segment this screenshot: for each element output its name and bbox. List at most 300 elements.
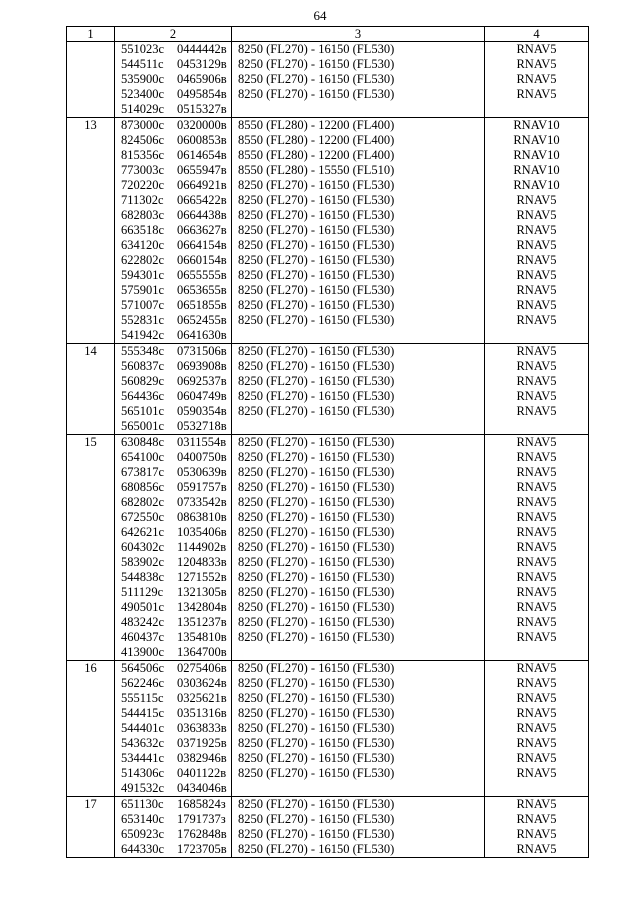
waypoint-latitude: 654100c xyxy=(121,450,165,464)
nav-spec: RNAV5 xyxy=(516,766,557,780)
waypoint-latitude: 651130c xyxy=(121,797,164,811)
nav-spec: RNAV5 xyxy=(516,797,557,811)
altitude-range: 8250 (FL270) - 16150 (FL530) xyxy=(238,615,395,629)
waypoint-longitude: 0655947в xyxy=(177,163,227,177)
waypoint-longitude: 0665422в xyxy=(177,193,227,207)
altitude-range: 8250 (FL270) - 16150 (FL530) xyxy=(238,525,395,539)
waypoint-longitude: 0320000в xyxy=(177,118,227,132)
waypoint-line xyxy=(115,359,231,374)
route-number-cell xyxy=(67,797,115,858)
waypoint-latitude: 491532c xyxy=(121,781,165,795)
altitude-range: 8250 (FL270) - 16150 (FL530) xyxy=(238,435,395,449)
waypoint-longitude: 0351316в xyxy=(177,706,227,720)
table-row xyxy=(67,42,589,118)
altitude-range: 8250 (FL270) - 16150 (FL530) xyxy=(238,268,395,282)
waypoint-longitude: 0311554в xyxy=(177,435,227,449)
waypoint-latitude: 680856c xyxy=(121,480,165,494)
waypoint-line xyxy=(115,238,231,253)
nav-spec: RNAV5 xyxy=(516,298,557,312)
nav-spec: RNAV10 xyxy=(513,178,560,192)
waypoint-longitude: 0641630в xyxy=(177,328,227,342)
waypoint-longitude: 0653655в xyxy=(177,283,227,297)
nav-spec: RNAV5 xyxy=(516,510,557,524)
waypoint-line xyxy=(115,208,231,223)
nav-spec: RNAV5 xyxy=(516,676,557,690)
table-row xyxy=(67,797,589,858)
altitude-range: 8250 (FL270) - 16150 (FL530) xyxy=(238,706,395,720)
nav-spec-cell xyxy=(485,435,589,661)
nav-spec: RNAV10 xyxy=(513,133,560,147)
waypoint-longitude: 1364700в xyxy=(177,645,227,659)
altitude-range: 8250 (FL270) - 16150 (FL530) xyxy=(238,540,395,554)
waypoint-line xyxy=(115,223,231,238)
altitude-range: 8250 (FL270) - 16150 (FL530) xyxy=(238,766,395,780)
waypoint-latitude: 490501c xyxy=(121,600,165,614)
waypoint-line xyxy=(115,645,231,660)
waypoint-latitude: 663518c xyxy=(121,223,165,237)
table-row xyxy=(67,661,589,797)
nav-spec: RNAV10 xyxy=(513,118,560,132)
altitude-range: 8250 (FL270) - 16150 (FL530) xyxy=(238,193,395,207)
altitude-range: 8250 (FL270) - 16150 (FL530) xyxy=(238,495,395,509)
waypoint-line xyxy=(115,389,231,404)
waypoint-latitude: 650923c xyxy=(121,827,165,841)
nav-spec: RNAV5 xyxy=(516,661,557,675)
waypoint-line xyxy=(115,827,231,842)
waypoint-longitude: 0663627в xyxy=(177,223,227,237)
waypoint-longitude: 0693908в xyxy=(177,359,227,373)
waypoint-line xyxy=(115,419,231,434)
nav-spec: RNAV5 xyxy=(516,736,557,750)
nav-spec: RNAV5 xyxy=(516,344,557,358)
altitude-range: 8250 (FL270) - 16150 (FL530) xyxy=(238,450,395,464)
waypoint-latitude: 711302c xyxy=(121,193,164,207)
waypoint-latitude: 653140c xyxy=(121,812,165,826)
nav-spec: RNAV5 xyxy=(516,253,557,267)
nav-spec: RNAV5 xyxy=(516,495,557,509)
nav-spec: RNAV5 xyxy=(516,691,557,705)
waypoints-cell xyxy=(115,118,232,344)
waypoint-line xyxy=(115,751,231,766)
waypoint-longitude: 0363833в xyxy=(177,721,227,735)
nav-spec: RNAV5 xyxy=(516,374,557,388)
waypoint-latitude: 773003c xyxy=(121,163,165,177)
waypoint-longitude: 0515327в xyxy=(177,102,227,116)
route-number-cell xyxy=(67,118,115,344)
waypoint-latitude: 523400c xyxy=(121,87,165,101)
waypoint-longitude: 0660154в xyxy=(177,253,227,267)
waypoint-line xyxy=(115,585,231,600)
nav-spec-cell xyxy=(485,42,589,118)
waypoint-line xyxy=(115,510,231,525)
route-number: 16 xyxy=(84,661,97,675)
waypoint-latitude: 583902c xyxy=(121,555,165,569)
waypoint-latitude: 564436c xyxy=(121,389,165,403)
waypoint-latitude: 682802c xyxy=(121,495,165,509)
waypoint-latitude: 560837c xyxy=(121,359,165,373)
header-row xyxy=(67,27,589,42)
waypoint-latitude: 534441c xyxy=(121,751,165,765)
altitude-range: 8250 (FL270) - 16150 (FL530) xyxy=(238,751,395,765)
waypoint-latitude: 511129c xyxy=(121,585,164,599)
waypoint-longitude: 0303624в xyxy=(177,676,227,690)
altitude-range: 8550 (FL280) - 12200 (FL400) xyxy=(238,133,395,147)
waypoint-latitude: 604302c xyxy=(121,540,165,554)
waypoint-longitude: 0532718в xyxy=(177,419,227,433)
waypoint-longitude: 0590354в xyxy=(177,404,227,418)
table-row xyxy=(67,344,589,435)
altitude-range: 8250 (FL270) - 16150 (FL530) xyxy=(238,691,395,705)
altitude-range: 8250 (FL270) - 16150 (FL530) xyxy=(238,283,395,297)
waypoint-line xyxy=(115,435,231,450)
table-body xyxy=(67,42,589,858)
altitude-range: 8250 (FL270) - 16150 (FL530) xyxy=(238,389,395,403)
waypoint-latitude: 483242c xyxy=(121,615,165,629)
waypoint-line xyxy=(115,42,231,57)
waypoint-line xyxy=(115,87,231,102)
nav-spec: RNAV5 xyxy=(516,570,557,584)
waypoint-line xyxy=(115,193,231,208)
waypoint-line xyxy=(115,812,231,827)
nav-spec: RNAV10 xyxy=(513,163,560,177)
nav-spec: RNAV5 xyxy=(516,465,557,479)
waypoint-line xyxy=(115,676,231,691)
altitude-range: 8250 (FL270) - 16150 (FL530) xyxy=(238,842,395,856)
route-number-cell xyxy=(67,661,115,797)
waypoint-latitude: 555115c xyxy=(121,691,164,705)
waypoint-line xyxy=(115,661,231,676)
altitude-range: 8250 (FL270) - 16150 (FL530) xyxy=(238,465,395,479)
waypoint-line xyxy=(115,525,231,540)
nav-spec: RNAV5 xyxy=(516,42,557,56)
column-header-1: 1 xyxy=(67,27,115,42)
waypoint-line xyxy=(115,133,231,148)
altitude-range-cell xyxy=(232,661,485,797)
waypoint-longitude: 0692537в xyxy=(177,374,227,388)
waypoint-latitude: 720220c xyxy=(121,178,165,192)
table-row xyxy=(67,435,589,661)
waypoint-latitude: 544415c xyxy=(121,706,165,720)
waypoint-longitude: 0614654в xyxy=(177,148,227,162)
waypoint-longitude: 0664921в xyxy=(177,178,227,192)
waypoint-latitude: 815356c xyxy=(121,148,165,162)
nav-spec: RNAV5 xyxy=(516,389,557,403)
waypoint-line xyxy=(115,57,231,72)
nav-spec: RNAV5 xyxy=(516,283,557,297)
nav-spec: RNAV5 xyxy=(516,751,557,765)
waypoint-latitude: 514306c xyxy=(121,766,165,780)
waypoint-latitude: 575901c xyxy=(121,283,165,297)
nav-spec: RNAV5 xyxy=(516,525,557,539)
nav-spec: RNAV5 xyxy=(516,208,557,222)
waypoint-line xyxy=(115,450,231,465)
nav-spec: RNAV5 xyxy=(516,540,557,554)
column-header-4: 4 xyxy=(485,27,589,42)
waypoint-latitude: 571007c xyxy=(121,298,165,312)
waypoint-latitude: 544401c xyxy=(121,721,165,735)
nav-spec: RNAV5 xyxy=(516,450,557,464)
altitude-range: 8250 (FL270) - 16150 (FL530) xyxy=(238,374,395,388)
route-number: 15 xyxy=(84,435,97,449)
waypoints-cell xyxy=(115,344,232,435)
waypoint-line xyxy=(115,555,231,570)
nav-spec: RNAV5 xyxy=(516,193,557,207)
waypoint-line xyxy=(115,570,231,585)
nav-spec-cell xyxy=(485,797,589,858)
nav-spec: RNAV5 xyxy=(516,72,557,86)
nav-spec: RNAV5 xyxy=(516,585,557,599)
waypoint-longitude: 0371925в xyxy=(177,736,227,750)
waypoint-longitude: 1204833в xyxy=(177,555,227,569)
table-header xyxy=(67,27,589,42)
column-header-3: 3 xyxy=(232,27,485,42)
altitude-range-cell xyxy=(232,118,485,344)
waypoints-cell xyxy=(115,435,232,661)
altitude-range: 8250 (FL270) - 16150 (FL530) xyxy=(238,298,395,312)
nav-spec: RNAV5 xyxy=(516,615,557,629)
waypoint-longitude: 0465906в xyxy=(177,72,227,86)
waypoint-latitude: 562246c xyxy=(121,676,165,690)
waypoint-longitude: 0733542в xyxy=(177,495,227,509)
altitude-range: 8250 (FL270) - 16150 (FL530) xyxy=(238,208,395,222)
waypoint-line xyxy=(115,781,231,796)
waypoint-longitude: 0453129в xyxy=(177,57,227,71)
waypoint-line xyxy=(115,842,231,857)
waypoint-line xyxy=(115,540,231,555)
waypoint-longitude: 1723705в xyxy=(177,842,227,856)
altitude-range: 8250 (FL270) - 16150 (FL530) xyxy=(238,600,395,614)
waypoint-line xyxy=(115,344,231,359)
waypoint-longitude: 0731506в xyxy=(177,344,227,358)
nav-spec: RNAV5 xyxy=(516,630,557,644)
waypoint-longitude: 0400750в xyxy=(177,450,227,464)
nav-spec: RNAV5 xyxy=(516,223,557,237)
altitude-range: 8250 (FL270) - 16150 (FL530) xyxy=(238,344,395,358)
waypoint-line xyxy=(115,328,231,343)
altitude-range: 8250 (FL270) - 16150 (FL530) xyxy=(238,797,395,811)
altitude-range-cell xyxy=(232,435,485,661)
altitude-range-cell xyxy=(232,344,485,435)
altitude-range: 8250 (FL270) - 16150 (FL530) xyxy=(238,555,395,569)
waypoint-line xyxy=(115,72,231,87)
waypoint-line xyxy=(115,148,231,163)
waypoint-latitude: 565101c xyxy=(121,404,165,418)
waypoint-latitude: 634120c xyxy=(121,238,165,252)
nav-spec: RNAV10 xyxy=(513,148,560,162)
nav-spec: RNAV5 xyxy=(516,827,557,841)
waypoint-longitude: 1791737з xyxy=(177,812,226,826)
waypoint-line xyxy=(115,178,231,193)
waypoint-latitude: 541942c xyxy=(121,328,165,342)
waypoints-cell xyxy=(115,42,232,118)
waypoint-latitude: 544838c xyxy=(121,570,165,584)
waypoint-line xyxy=(115,374,231,389)
waypoint-latitude: 630848c xyxy=(121,435,165,449)
waypoint-latitude: 672550c xyxy=(121,510,165,524)
waypoint-line xyxy=(115,600,231,615)
route-table xyxy=(66,26,589,858)
altitude-range: 8250 (FL270) - 16150 (FL530) xyxy=(238,87,395,101)
waypoint-longitude: 0325621в xyxy=(177,691,227,705)
altitude-range: 8250 (FL270) - 16150 (FL530) xyxy=(238,253,395,267)
waypoint-latitude: 564506c xyxy=(121,661,165,675)
waypoint-line xyxy=(115,465,231,480)
waypoint-line xyxy=(115,163,231,178)
altitude-range: 8250 (FL270) - 16150 (FL530) xyxy=(238,630,395,644)
altitude-range: 8250 (FL270) - 16150 (FL530) xyxy=(238,510,395,524)
waypoint-longitude: 0604749в xyxy=(177,389,227,403)
route-number: 14 xyxy=(84,344,97,358)
altitude-range-cell xyxy=(232,797,485,858)
altitude-range: 8250 (FL270) - 16150 (FL530) xyxy=(238,57,395,71)
altitude-range: 8250 (FL270) - 16150 (FL530) xyxy=(238,480,395,494)
waypoint-latitude: 642621c xyxy=(121,525,165,539)
nav-spec: RNAV5 xyxy=(516,721,557,735)
waypoint-longitude: 0495854в xyxy=(177,87,227,101)
waypoint-line xyxy=(115,404,231,419)
nav-spec: RNAV5 xyxy=(516,706,557,720)
waypoint-longitude: 0530639в xyxy=(177,465,227,479)
page-number: 64 xyxy=(313,8,327,23)
waypoint-line xyxy=(115,691,231,706)
route-number: 13 xyxy=(84,118,97,132)
waypoint-line xyxy=(115,736,231,751)
nav-spec: RNAV5 xyxy=(516,842,557,856)
waypoints-cell xyxy=(115,661,232,797)
waypoint-longitude: 0275406в xyxy=(177,661,227,675)
altitude-range: 8250 (FL270) - 16150 (FL530) xyxy=(238,812,395,826)
nav-spec: RNAV5 xyxy=(516,359,557,373)
waypoint-longitude: 1321305в xyxy=(177,585,227,599)
waypoint-longitude: 0655555в xyxy=(177,268,227,282)
waypoint-line xyxy=(115,480,231,495)
waypoint-line xyxy=(115,283,231,298)
waypoint-longitude: 0651855в xyxy=(177,298,227,312)
waypoint-line xyxy=(115,253,231,268)
nav-spec: RNAV5 xyxy=(516,268,557,282)
altitude-range: 8250 (FL270) - 16150 (FL530) xyxy=(238,721,395,735)
nav-spec: RNAV5 xyxy=(516,404,557,418)
nav-spec: RNAV5 xyxy=(516,87,557,101)
waypoint-line xyxy=(115,615,231,630)
altitude-range: 8550 (FL280) - 15550 (FL510) xyxy=(238,163,395,177)
waypoint-longitude: 1144902в xyxy=(177,540,227,554)
waypoint-longitude: 0652455в xyxy=(177,313,227,327)
route-number-cell xyxy=(67,42,115,118)
altitude-range: 8250 (FL270) - 16150 (FL530) xyxy=(238,359,395,373)
waypoint-latitude: 555348c xyxy=(121,344,165,358)
route-number: 17 xyxy=(84,797,97,811)
altitude-range: 8550 (FL280) - 12200 (FL400) xyxy=(238,148,395,162)
waypoint-latitude: 460437c xyxy=(121,630,165,644)
column-header-2: 2 xyxy=(115,27,232,42)
waypoint-line xyxy=(115,630,231,645)
altitude-range: 8250 (FL270) - 16150 (FL530) xyxy=(238,570,395,584)
nav-spec-cell xyxy=(485,118,589,344)
waypoint-latitude: 551023c xyxy=(121,42,165,56)
nav-spec: RNAV5 xyxy=(516,555,557,569)
waypoint-latitude: 552831c xyxy=(121,313,165,327)
nav-spec: RNAV5 xyxy=(516,480,557,494)
nav-spec: RNAV5 xyxy=(516,57,557,71)
waypoint-line xyxy=(115,797,231,812)
waypoint-longitude: 1271552в xyxy=(177,570,227,584)
waypoint-latitude: 543632c xyxy=(121,736,165,750)
waypoint-longitude: 0600853в xyxy=(177,133,227,147)
waypoint-line xyxy=(115,298,231,313)
waypoint-longitude: 1354810в xyxy=(177,630,227,644)
altitude-range-cell xyxy=(232,42,485,118)
nav-spec: RNAV5 xyxy=(516,435,557,449)
waypoint-line xyxy=(115,118,231,133)
waypoint-longitude: 0444442в xyxy=(177,42,227,56)
altitude-range: 8250 (FL270) - 16150 (FL530) xyxy=(238,42,395,56)
waypoints-cell xyxy=(115,797,232,858)
altitude-range: 8250 (FL270) - 16150 (FL530) xyxy=(238,72,395,86)
route-number-cell xyxy=(67,344,115,435)
altitude-range: 8250 (FL270) - 16150 (FL530) xyxy=(238,661,395,675)
table-row xyxy=(67,118,589,344)
waypoint-line xyxy=(115,706,231,721)
waypoint-latitude: 594301c xyxy=(121,268,165,282)
waypoint-latitude: 682803c xyxy=(121,208,165,222)
altitude-range: 8250 (FL270) - 16150 (FL530) xyxy=(238,827,395,841)
waypoint-line xyxy=(115,102,231,117)
route-number-cell xyxy=(67,435,115,661)
waypoint-latitude: 873000c xyxy=(121,118,165,132)
waypoint-longitude: 1351237в xyxy=(177,615,227,629)
waypoint-latitude: 413900c xyxy=(121,645,165,659)
altitude-range: 8250 (FL270) - 16150 (FL530) xyxy=(238,178,395,192)
waypoint-longitude: 0863810в xyxy=(177,510,227,524)
waypoint-latitude: 560829c xyxy=(121,374,165,388)
nav-spec-cell xyxy=(485,344,589,435)
nav-spec: RNAV5 xyxy=(516,812,557,826)
nav-spec: RNAV5 xyxy=(516,238,557,252)
waypoint-latitude: 644330c xyxy=(121,842,165,856)
waypoint-latitude: 535900c xyxy=(121,72,165,86)
waypoint-latitude: 824506c xyxy=(121,133,165,147)
nav-spec-cell xyxy=(485,661,589,797)
waypoint-longitude: 0401122в xyxy=(177,766,227,780)
waypoint-line xyxy=(115,495,231,510)
route-number xyxy=(67,42,114,57)
altitude-range: 8250 (FL270) - 16150 (FL530) xyxy=(238,313,395,327)
altitude-range: 8250 (FL270) - 16150 (FL530) xyxy=(238,585,395,599)
waypoint-longitude: 1035406в xyxy=(177,525,227,539)
waypoint-line xyxy=(115,721,231,736)
waypoint-longitude: 1685824з xyxy=(177,797,226,811)
altitude-range: 8250 (FL270) - 16150 (FL530) xyxy=(238,223,395,237)
nav-spec: RNAV5 xyxy=(516,600,557,614)
waypoint-longitude: 0664438в xyxy=(177,208,227,222)
waypoint-latitude: 514029c xyxy=(121,102,165,116)
altitude-range: 8550 (FL280) - 12200 (FL400) xyxy=(238,118,395,132)
waypoint-line xyxy=(115,766,231,781)
waypoint-line xyxy=(115,268,231,283)
waypoint-latitude: 673817c xyxy=(121,465,165,479)
altitude-range: 8250 (FL270) - 16150 (FL530) xyxy=(238,404,395,418)
waypoint-longitude: 0434046в xyxy=(177,781,227,795)
waypoint-latitude: 544511c xyxy=(121,57,164,71)
waypoint-latitude: 622802c xyxy=(121,253,165,267)
waypoint-latitude: 565001c xyxy=(121,419,165,433)
waypoint-longitude: 0664154в xyxy=(177,238,227,252)
altitude-range: 8250 (FL270) - 16150 (FL530) xyxy=(238,238,395,252)
waypoint-line xyxy=(115,313,231,328)
waypoint-longitude: 1342804в xyxy=(177,600,227,614)
nav-spec: RNAV5 xyxy=(516,313,557,327)
